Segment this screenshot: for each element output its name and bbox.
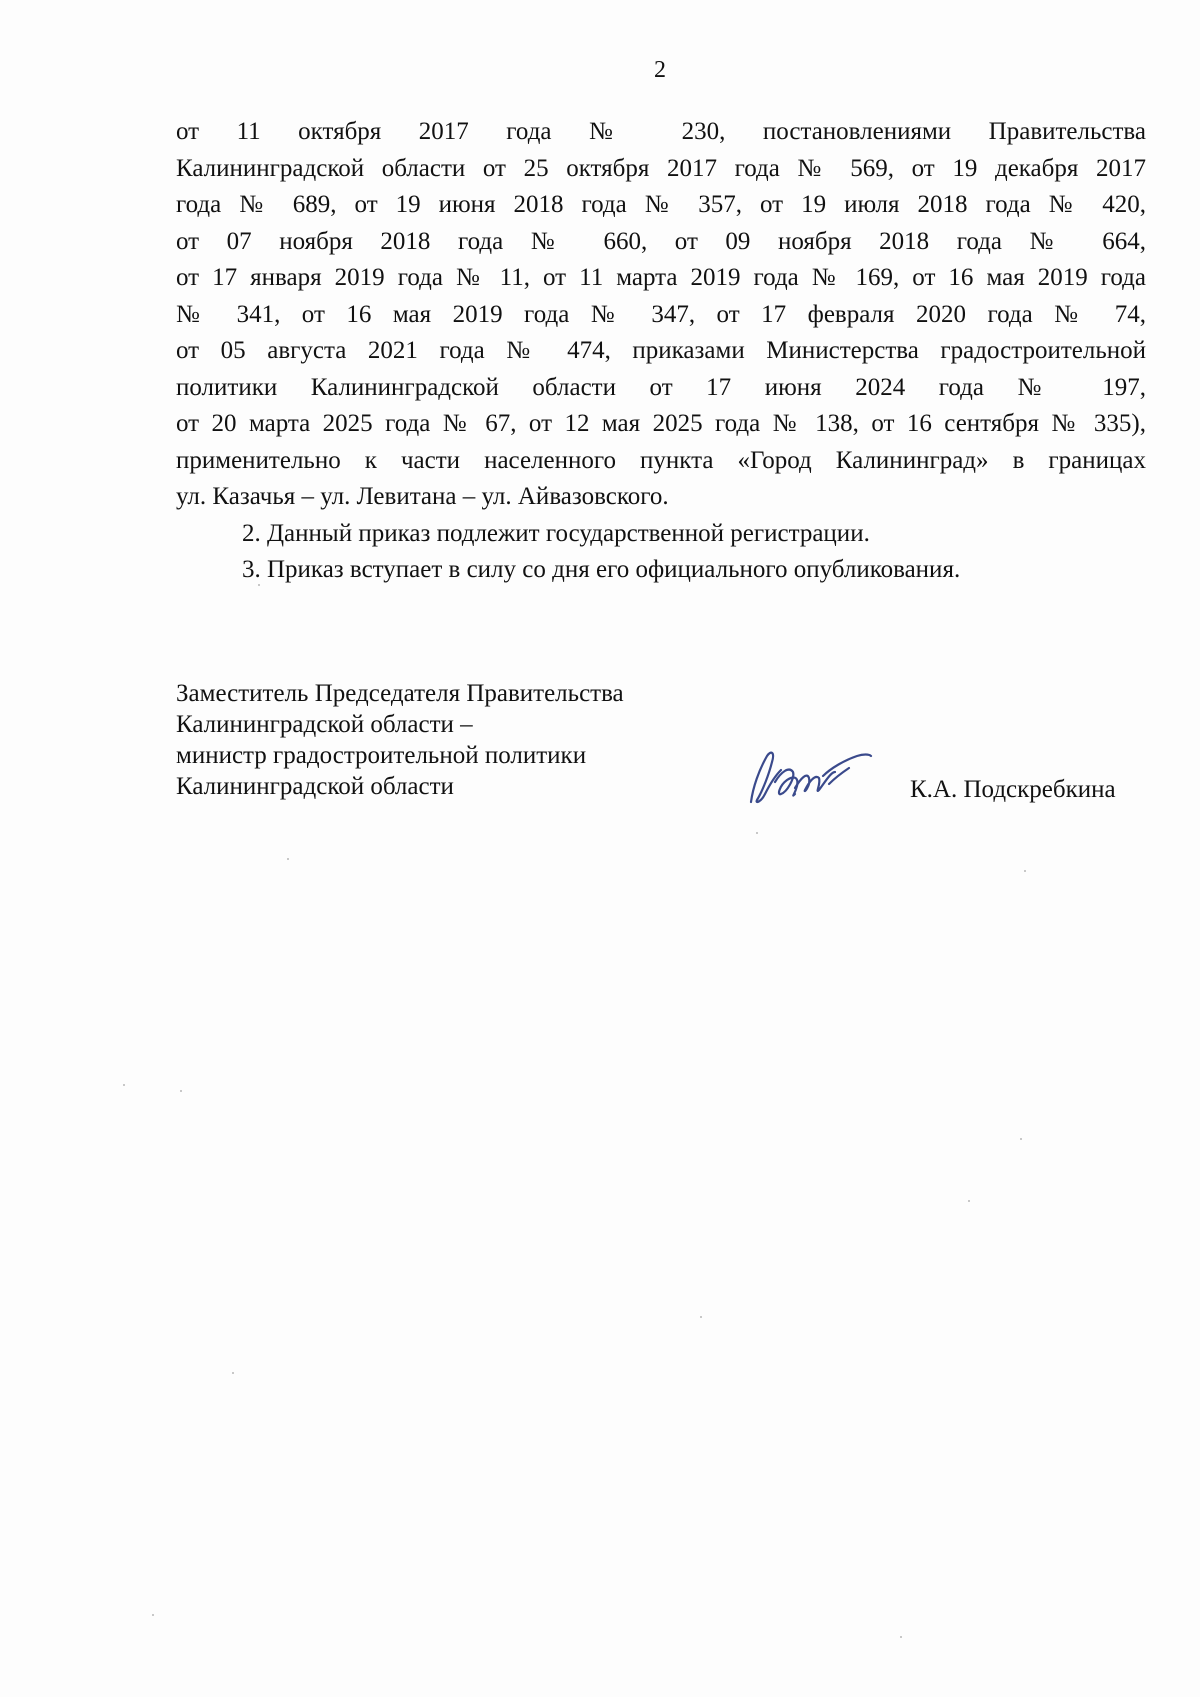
scan-speck bbox=[123, 1084, 125, 1086]
page-number: 2 bbox=[654, 57, 666, 83]
order-item-3: 3. Приказ вступает в силу со дня его официального опубликования. bbox=[242, 556, 961, 583]
scan-speck bbox=[1024, 870, 1026, 872]
scan-speck bbox=[700, 1316, 702, 1318]
signatory-name: К.А. Подскребкина bbox=[910, 776, 1116, 803]
body-line: от 20 марта 2025 года № 67, от 12 мая 2025 года № 138, от 16 сентября № 335), bbox=[176, 410, 1146, 437]
body-line: года № 689, от 19 июня 2018 года № 357, от 19 июля 2018 года № 420, bbox=[176, 191, 1146, 218]
body-line: применительно к части населенного пункта «Город Калининград» в границах bbox=[176, 446, 1146, 474]
scan-speck bbox=[287, 858, 289, 860]
handwritten-signature bbox=[745, 742, 875, 812]
body-line: политики Калининградской области от 17 июня 2024 года № 197, bbox=[176, 373, 1146, 401]
scan-speck bbox=[900, 1636, 902, 1638]
body-line: от 05 августа 2021 года № 474, приказами Министерства градостроительной bbox=[176, 337, 1146, 364]
scan-speck bbox=[968, 1200, 970, 1202]
scan-speck bbox=[180, 1090, 182, 1092]
body-line: от 07 ноября 2018 года № 660, от 09 ноября 2018 года № 664, bbox=[176, 227, 1146, 255]
body-line: Калининградской области от 25 октября 2017 года № 569, от 19 декабря 2017 bbox=[176, 154, 1146, 182]
order-body bbox=[176, 114, 1146, 589]
scan-speck bbox=[152, 1614, 154, 1616]
scan-speck bbox=[756, 832, 758, 834]
body-line: ул. Казачья – ул. Левитана – ул. Айвазовского. bbox=[176, 483, 669, 510]
order-item-2: 2. Данный приказ подлежит государственной регистрации. bbox=[242, 519, 870, 547]
scan-speck bbox=[1020, 1138, 1022, 1140]
scan-speck bbox=[232, 1372, 234, 1374]
position-line: Заместитель Председателя Правительства bbox=[176, 680, 624, 707]
signatory-position bbox=[176, 678, 736, 802]
scan-speck bbox=[258, 584, 260, 586]
position-line: Калининградской области bbox=[176, 773, 454, 800]
position-line: Калининградской области – bbox=[176, 711, 473, 738]
body-line: № 341, от 16 мая 2019 года № 347, от 17 февраля 2020 года № 74, bbox=[176, 300, 1146, 328]
body-line: от 17 января 2019 года № 11, от 11 марта 2019 года № 169, от 16 мая 2019 года bbox=[176, 264, 1146, 291]
body-line: от 11 октября 2017 года № 230, постановлениями Правительства bbox=[176, 118, 1146, 145]
position-line: министр градостроительной политики bbox=[176, 742, 587, 769]
